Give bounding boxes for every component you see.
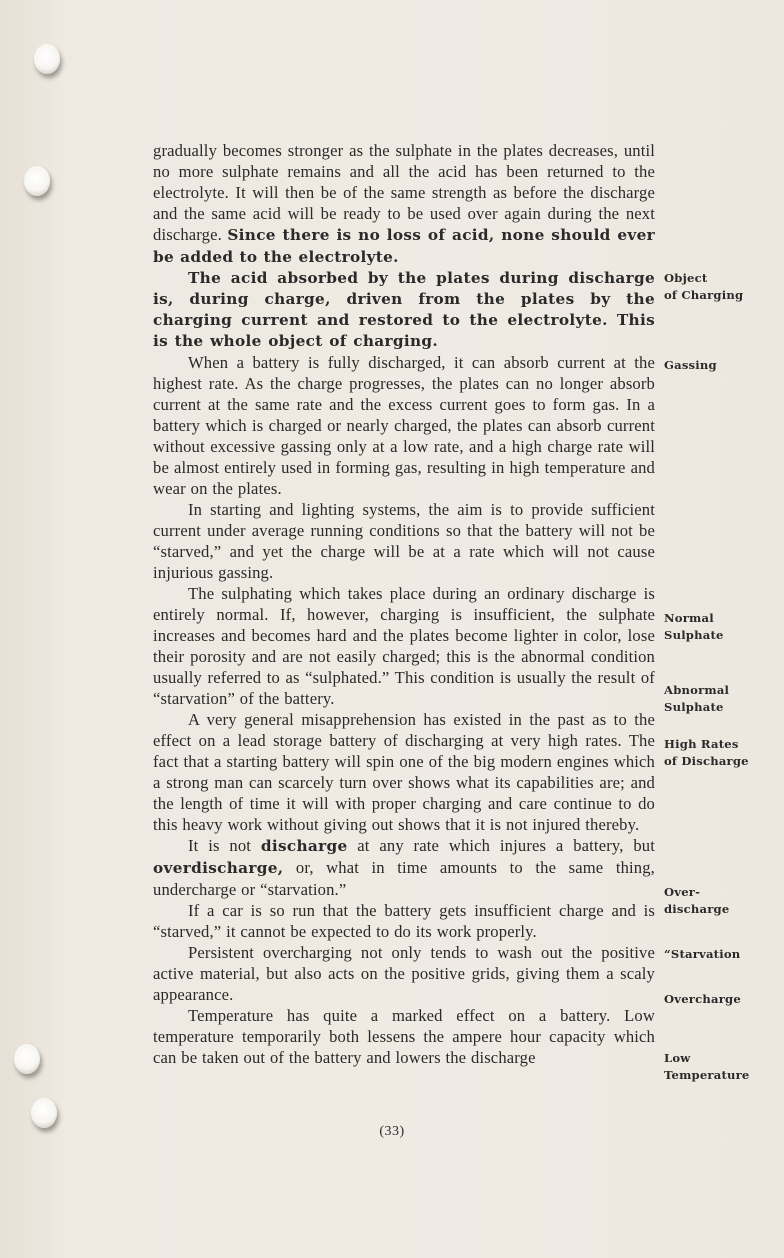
margin-note-low-temperature: Low Temperature	[664, 1051, 750, 1082]
paragraph-9: Persistent overcharging not only tends to wash out the positive active material, but also acts on the positive grids, giving them a scaly appearance.	[153, 943, 655, 1004]
paragraph-4: In starting and lighting systems, the aim is to provide sufficient current under average running conditions so that the battery will not be “starved,” and yet the charge will be at a rate which will not cause injurious gassing.	[153, 500, 655, 582]
binder-hole-3	[14, 1044, 40, 1074]
paragraph-6: A very general misapprehension has existed in the past as to the effect on a lead storage battery of discharging at very high rates. The fact that a starting battery will spin one of the big modern engines which a strong man can scarcely turn over shows what its capabilities are; and the length of time it will with proper charging and care continue to do this heavy work without giving out shows that it is not injured thereby.	[153, 710, 655, 834]
paragraph-7: It is not discharge at any rate which injures a battery, but overdischarge, or, what in time amounts to the same thing, undercharge or “starvation.”	[153, 836, 655, 899]
margin-note-high-rates: High Rates of Discharge	[664, 737, 749, 768]
margin-note-gassing: Gassing	[664, 358, 717, 372]
text-column	[153, 140, 655, 1068]
margin-note-starvation: “Starvation	[664, 947, 741, 961]
margin-note-abnormal-sulphate: Abnormal Sulphate	[664, 683, 730, 714]
margin-note-overcharge: Overcharge	[664, 992, 741, 1006]
margin-note-object-of-charging: Object of Charging	[664, 271, 744, 302]
paragraph-8: If a car is so run that the battery gets insufficient charge and is “starved,” it cannot be expected to do its work properly.	[153, 901, 655, 941]
paragraph-5: The sulphating which takes place during an ordinary discharge is entirely normal. If, however, charging is insufficient, the sulphate increases and becomes hard and the plates become lighter in color, lose their porosity and are not easily charged; this is the abnormal condition usually referred to as “sulphated.” This condition is usually the result of “starvation” of the battery.	[153, 584, 655, 708]
paragraph-1: gradually becomes stronger as the sulphate in the plates decreases, until no more sulphate remains and all the acid has been returned to the electrolyte. It will then be of the same strength as before the discharge and the same acid will be ready to be used over again during the next discharge. Since there is no loss of acid, none should ever be added to the electrolyte.	[153, 141, 655, 266]
paragraph-10: Temperature has quite a marked effect on a battery. Low temperature temporarily both lessens the ampere hour capacity which can be taken out of the battery and lowers the discharge	[153, 1006, 655, 1067]
paragraph-3: When a battery is fully discharged, it can absorb current at the highest rate. As the charge progresses, the plates can no longer absorb current at the same rate and the excess current goes to form gas. In a battery which is charged or nearly charged, the plates can absorb current without excessive gassing only at a low rate, and a high charge rate will be almost entirely used in forming gas, resulting in high temperature and wear on the plates.	[153, 353, 655, 498]
page-number: (33)	[379, 1124, 405, 1139]
paragraph-2: The acid absorbed by the plates during discharge is, during charge, driven from the plates by the charging current and restored to the electrolyte. This is the whole object of charging.	[153, 269, 655, 350]
margin-note-normal-sulphate: Normal Sulphate	[664, 611, 724, 642]
margin-note-overdischarge: Over- discharge	[664, 885, 730, 916]
binder-hole-2	[24, 166, 50, 196]
binder-hole-1	[34, 44, 60, 74]
